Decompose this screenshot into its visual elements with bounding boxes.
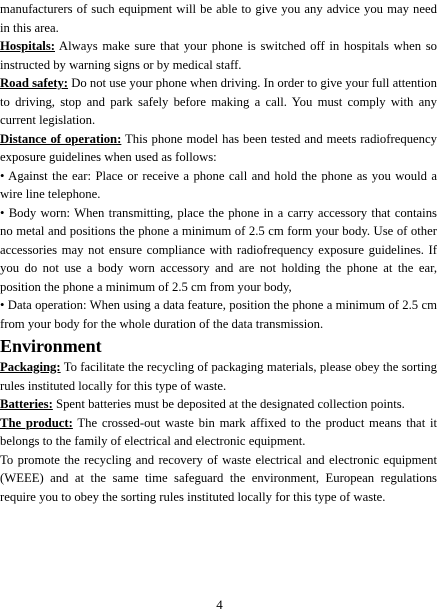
paragraph-lead: The product: [0,415,73,430]
paragraph-text: • Body worn: When transmitting, place the phone in a carry accessory that contains no metal and positions the phone a minimum of 2.5 cm form your body. Use of other accessories may not ensure compliance with radiofrequency exposure guidelines. If you do not use a body worn accessory and are not holding the phone at the ear, position the phone a minimum of 2.5 cm from your body, [0,205,437,294]
paragraph-hospitals [0,37,437,74]
paragraph-lead: Packaging: [0,360,61,374]
paragraph-text: To promote the recycling and recovery of waste electrical and electronic equipment (WEEE) and at the same time safeguard the environment, European regulations require you to obey the sorting rules instituted locally for this type of waste. [0,452,437,504]
paragraph-text: Do not use your phone when driving. In order to give your full attention to driving, stop and park safely before making a call. You must comply with any current legislation. [0,76,437,127]
bullet-data-operation [0,296,437,333]
paragraph-lead: Batteries: [0,397,53,411]
paragraph-packaging [0,358,437,395]
paragraph-text: Always make sure that your phone is switched off in hospitals when so instructed by warning signs or by medical staff. [0,39,437,72]
paragraph-lead: Distance of operation: [0,131,122,146]
paragraph-the-product [0,414,437,451]
section-heading-environment: Environment [0,336,102,356]
paragraph-text: manufacturers of such equipment will be able to give you any advice you may need in this area. [0,2,437,35]
page-number: 4 [216,597,223,612]
paragraph-text: • Data operation: When using a data feature, position the phone a minimum of 2.5 cm from your body for the whole duration of the data transmission. [0,298,437,331]
paragraph-batteries [0,395,437,414]
bullet-body-worn [0,204,437,297]
paragraph-weee-recycling [0,451,437,507]
paragraph-road-safety [0,74,437,130]
bullet-against-the-ear [0,167,437,204]
paragraph-text: Spent batteries must be deposited at the designated collection points. [52,397,405,411]
paragraph-text: • Against the ear: Place or receive a phone call and hold the phone as you would a wire line telephone. [0,168,437,201]
paragraph-distance-of-operation [0,130,437,167]
paragraph-text: To facilitate the recycling of packaging materials, please obey the sorting rules instituted locally for this type of waste. [0,360,437,393]
paragraph-equipment-advice [0,0,437,37]
paragraph-lead: Road safety: [0,76,69,90]
paragraph-text: The crossed-out waste bin mark affixed to the product means that it belongs to the family of electrical and electronic equipment. [0,415,437,448]
paragraph-text: This phone model has been tested and meets radiofrequency exposure guidelines when used as follows: [0,131,437,164]
paragraph-lead: Hospitals: [0,39,55,53]
